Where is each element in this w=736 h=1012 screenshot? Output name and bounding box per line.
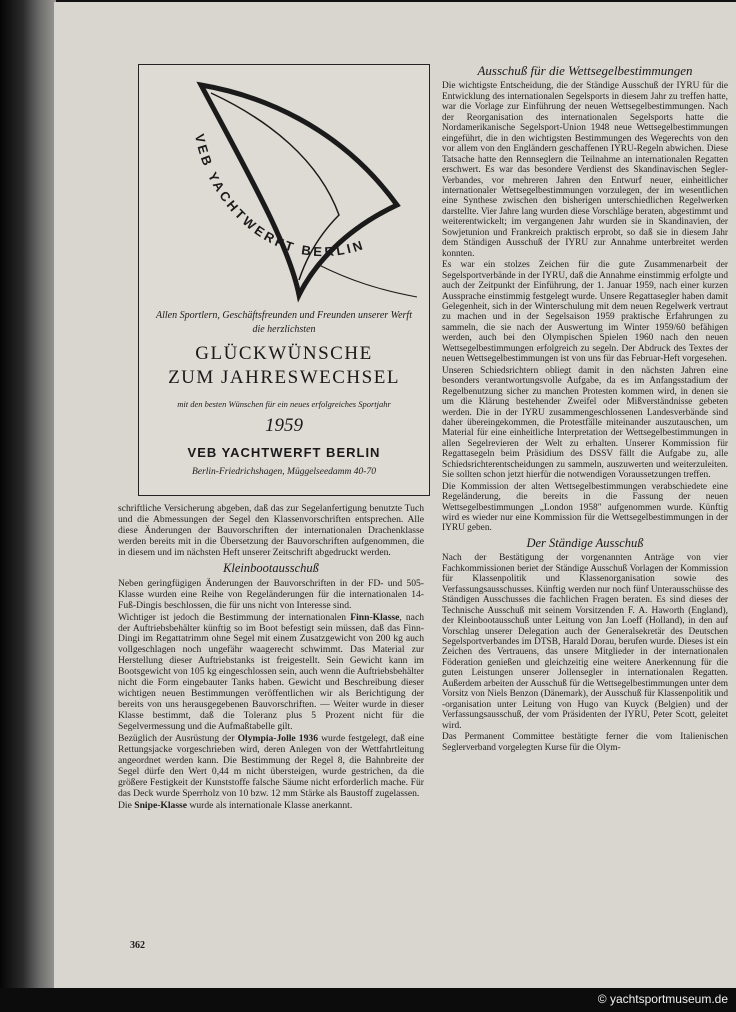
text-run: , nach der Auftriebsbehälter künftig so im Boot befestigt sein müssen, daß das Finn-Dingi im Regattatrimm ohne Segel mit einem Zusatzgewicht von 200 kg auch vollgeschlagen noch ungefähr waagerecht schwimmt. Das Material zur Herstellung dieser Auftriebstanks ist freigestellt. Sein Gewicht kann im Bootsgewicht von 105 kg eingeschlossen sein, auch wenn die Auftriebsbehälter nicht die Form eingebauter Tanks haben. Gewicht und Beschreibung dieser wichtigen neuen Bestimmungen veröffentlichen wir als Berichtigung der bereits von uns herausgegebenen Bauvorschriften. — Weiter wurde in dieser Klasse bestimmt, daß die Toleranz plus 5 Prozent nicht für die Segelvermessung und die Aufmaßtabelle gilt.	[118, 611, 424, 733]
credit-watermark: © yachtsportmuseum.de	[597, 992, 728, 1006]
ad-greeting-line1: GLÜCKWÜNSCHE	[195, 343, 373, 364]
advertisement	[138, 64, 430, 496]
right-paragraph: Das Permanent Committee bestätigte ferner die vom Italienischen Seglerverband vorgelegten Kurse für die Olym-	[442, 732, 728, 753]
text-run: Die	[118, 799, 132, 811]
left-paragraph	[118, 734, 424, 800]
left-paragraph	[118, 801, 424, 812]
ad-year: 1959	[265, 415, 303, 436]
sail-outline	[201, 85, 397, 295]
heading-kleinboot: Kleinbootausschuß	[223, 560, 319, 575]
right-paragraph: Die Kommission der alten Wettsegelbestimmungen verabschiedete eine Regeländerung, die bereits in die Fassung der neuen Wettsegelbestimmungen „London 1958" aufgenommen wurde. Künftig wird es wieder nur eine Kommission für die Wettsegelbestimmungen in der IYRU geben.	[442, 481, 728, 534]
text-run: Wichtiger ist jedoch die Bestimmung der internationalen	[118, 611, 347, 623]
ad-company: VEB YACHTWERFT BERLIN	[187, 445, 381, 460]
left-column	[118, 504, 424, 813]
snipe-class-term: Snipe-Klasse	[134, 799, 188, 811]
left-paragraph: schriftliche Versicherung abgeben, daß das zur Segelanfertigung benutzte Tuch und die Abmessungen der Segel den Klassenvorschriften entsprechen. Alle diese Änderungen der Bauvorschriften der internationalen Drachenklasse werden bereits mit in die Übersetzung der Bauvorschriften aufgenommen, die in diesem und im nächsten Heft unserer Zeitschrift abgedruckt werden.	[118, 503, 424, 558]
heading-staendiger-ausschuss: Der Ständige Ausschuß	[526, 535, 644, 550]
logo-text-path: VEB YACHTWERFT BERLIN	[191, 132, 368, 260]
magazine-page	[54, 2, 736, 988]
right-paragraph: Nach der Bestätigung der vorgenannten Anträge von vier Fachkommissionen beriet der Ständige Ausschuß Vorlagen der Kommission für Klassenpolitik und Klassenorganisation sowie des Verfassungsausschusses. Künftig werden nur noch fünf Unterausschüsse des Ständigen Ausschusses die fachlichen Fragen beraten. Es sind dieses der Technische Ausschuß mit seinem Vorsitzenden F. A. Haworth (England), der Kleinbootausschuß unter Leitung von Jan Loeff (Holland), in den auf Vorschlag unserer Delegation auch der Generalsekretär des Deutschen Segelsportverbandes im DTSB, Harald Dorau, berufen wurde. Dieses ist ein Zeichen des Vertrauens, das unsere Mitglieder in der internationalen Föderation genießen und gleichzeitig eine weitere Anerkennung für die guten Leistungen unserer Jollensegler in internationalen Regatten. Außerdem arbeiten der Ausschuß für die Wettsegelbestimmungen unter dem Vorsitz von Niels Benzon (Dänemark), der Ausschuß für Klassenpolitik und -organisation unter Leitung von Hugo van Kuyck (Belgien) und der Verfassungsausschuß, der vom Präsidenten der IYRU, Peter Scott, geleitet wird.	[442, 553, 728, 731]
text-run: Bezüglich der Ausrüstung der	[118, 733, 235, 745]
right-paragraph: Die wichtigste Entscheidung, die der Ständige Ausschuß der IYRU für die Entwicklung des internationalen Segelsports in diesem Jahr zu treffen hatte, war die Vorlage zur Einführung der neuen Wettsegelbestimmungen. Nach der Reorganisation des internationalen Segelsports hatte die Nordamerikanische Segelsport-Union 1948 neue Wettsegelbestimmungen eingeführt, die in den wichtigsten Bestimmungen des Wegerechts von den vor allem von den Engländern geschaffenen IYRU-Regeln abwichen. Diese Tatsache hatte den Rennseglern die Teilnahme an internationalen Regatten erschwert. Es war das besondere Verdienst des Skandinavischen Segler-Verbandes, vor mehreren Jahren den Entwurf neuer, einheitlicher internationaler Wettsegelbestimmungen vorzulegen, der im wesentlichen eine Synthese zwischen den bisherigen unterschiedlichen Regelwerken darstellte. Vier Jahre lang wurden diese Vorschläge beraten, abgestimmt und weiterentwickelt; im vergangenen Jahr wurden sie in Skandinavien, der Sowjetunion und Frankreich praktisch erprobt, so daß sie in diesem Jahr dem Ständigen Ausschuß der IYRU zur Annahme unterbreitet werden konnten.	[442, 81, 728, 259]
left-paragraph	[118, 613, 424, 733]
olympia-jolle-term: Olympia-Jolle 1936	[237, 733, 318, 745]
page-number: 362	[130, 940, 145, 951]
ad-address: Berlin-Friedrichshagen, Müggelseedamm 40-70	[192, 467, 376, 477]
heading-wettsegel: Ausschuß für die Wettsegelbestimmungen	[477, 63, 693, 78]
finn-class-term: Finn-Klasse	[350, 611, 400, 623]
sail-curve	[319, 265, 417, 297]
ad-intro: Allen Sportlern, Geschäftsfreunden und Freunden unserer Werft die herzlichsten	[156, 310, 412, 335]
left-paragraph: Neben geringfügigen Änderungen der Bauvorschriften in der FD- und 505-Klasse wurden eine Reihe von Regeländerungen für die internationalen 14-Fuß-Dingis beschlossen, die für uns nicht von Interesse sind.	[118, 577, 424, 611]
right-paragraph: Es war ein stolzes Zeichen für die gute Zusammenarbeit der Segelsportverbände in der IYRU, daß die Annahme einstimmig erfolgte und auch der Zeitpunkt der Einführung, der 1. Januar 1959, nach einer kurzen Aussprache einstimmig festgelegt wurde. Unsere Regattasegler haben damit Gelegenheit, sich in der Winterschulung mit dem neuen Regelwerk vertraut zu machen und in der Segelsaison 1959 praktische Erfahrungen zu sammeln, die sie nach der Auswertung im Winter 1959/60 befähigen werden, auch bei den Olympischen Spielen 1960 nach den neuen Wettsegelbestimmungen erfolgreich zu segeln. Der Abdruck des Textes der neuen Wettsegelbestimmungen ist von uns für das Februar-Heft vorgesehen.	[442, 260, 728, 365]
text-run: wurde festgelegt, daß eine Rettungsjacke vorgeschrieben wird, deren Anlegen von der Wettfahrtleitung angeordnet werden kann. Die Bestimmung der Regel 8, die Bahnbreite der Segel dürfe den Wert 0,44 m nicht übersteigen, wurde gestrichen, da die größere Festigkeit der Kunststoffe falsche Säume nicht erforderlich mache. Für das Deck wurde Sperrholz von 10 bzw. 12 mm Stärke als Baustoff zugelassen.	[118, 733, 424, 799]
right-column	[442, 63, 728, 754]
right-paragraph: Unseren Schiedsrichtern obliegt damit in den nächsten Jahren eine besonders verantwortungsvolle Aufgabe, da es im Anfangsstadium der Regelbenutzung sicher zu manchen Protesten kommen wird, in denen sie um die Klärung bestehender Zweifel oder Mißverständnisse gebeten werden. Die in der IYRU zusammengeschlossenen Landesverbände sind daher übereingekommen, die Protestfälle miteinander auszutauschen, um Material für eine einheitliche Interpretation der Wettsegelbestimmungen in allen Segelrevieren der Welt zu erhalten. Unserer Kommission für Regattasegeln beim Präsidium des DSSV fällt die Aufgabe zu, alle Schiedsrichterentscheidungen zu sammeln, auszuwerten und weiterzuleiten. Sie sollten schon jetzt hierfür die notwendigen Voraussetzungen treffen.	[442, 365, 728, 481]
sail-logo	[139, 65, 429, 305]
ad-greeting-line2: ZUM JAHRESWECHSEL	[168, 367, 400, 388]
text-run: wurde als internationale Klasse anerkannt.	[189, 799, 353, 811]
book-spine	[0, 0, 56, 1012]
ad-wishes: mit den besten Wünschen für ein neues erfolgreiches Sportjahr	[177, 399, 391, 409]
